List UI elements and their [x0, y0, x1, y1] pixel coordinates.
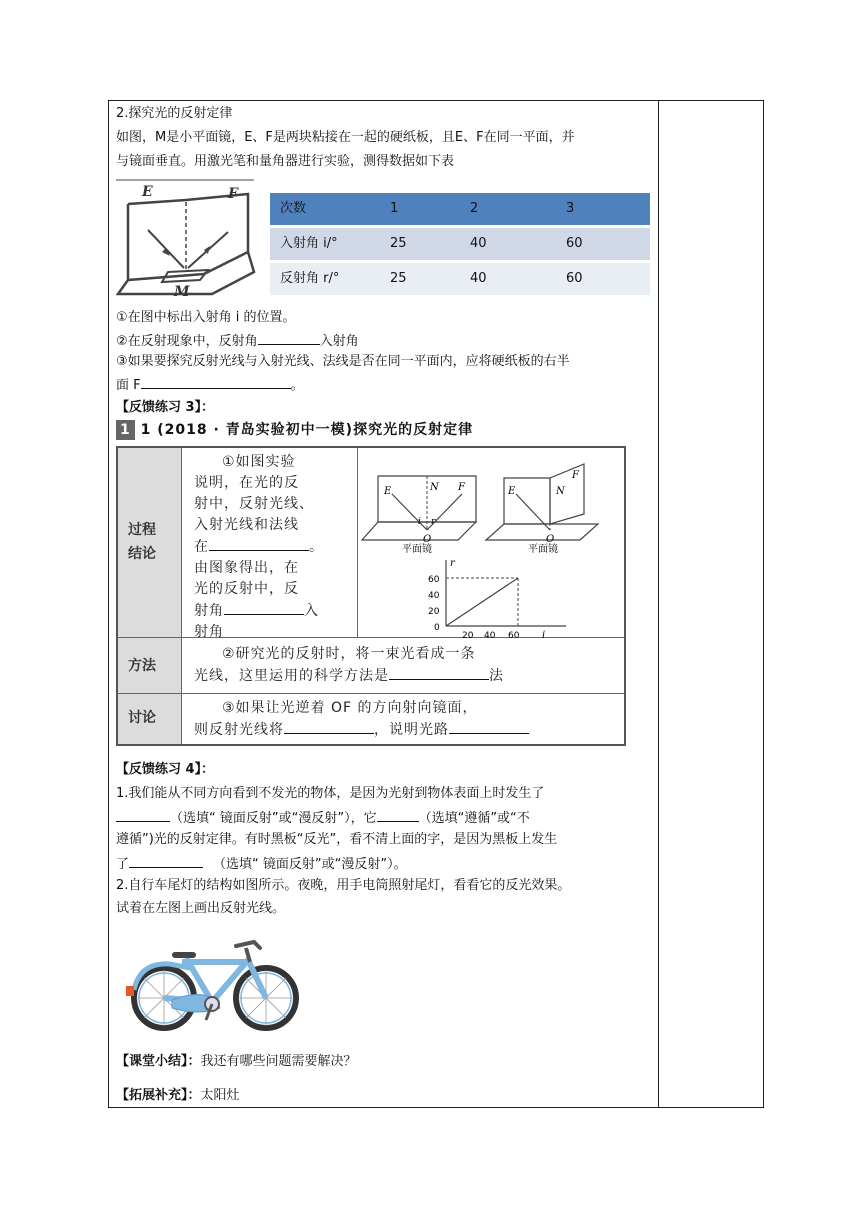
answer-blank[interactable] [224, 600, 304, 615]
answer-blank[interactable] [258, 330, 320, 345]
row2-text-line [194, 665, 624, 687]
feedback-4-p1-text: 了 [116, 857, 130, 872]
section2-intro-1: 如图，M是小平面镜，E、F是两块粘接在一起的硬纸板，且E、F在同一平面，并 [116, 130, 575, 145]
table-row [270, 193, 650, 225]
exercise-number-badge: 1 [116, 420, 135, 440]
table-row-label: 反射角 r/° [270, 263, 380, 295]
table-cell: 40 [460, 228, 556, 260]
feedback-3-heading: 【反馈练习 3】： [116, 400, 215, 415]
feedback-4-p1-line3: 遵循”)光的反射定律。有时黑板“反光”，看不清上面的字，是因为黑板上发生 [116, 832, 558, 847]
feedback-4-p2-line2: 试着在左图上画出反射光线。 [116, 901, 286, 916]
figure-label-m: M [174, 284, 190, 300]
graph-x-tick: 60 [508, 631, 520, 638]
exercise-table [116, 446, 626, 746]
diagram-label-o: O [423, 534, 432, 545]
table-cell: 25 [380, 228, 460, 260]
table-header-cell: 1 [380, 193, 460, 225]
row3-label: 讨论 [128, 710, 156, 726]
exercise-title-text: 1 (2018 · 青岛实验初中一模)探究光的反射定律 [140, 422, 474, 438]
row1-text-line: 入射光线和法线 [194, 517, 299, 533]
row3-text-fragment: ，说明光路 [374, 722, 449, 738]
figure-label-f: F [228, 186, 238, 202]
graph-y-tick: 60 [428, 575, 440, 585]
row3-text-line [194, 719, 624, 741]
row3-text-fragment: 则反射光线将 [194, 722, 284, 738]
row1-text-line: ①如图实验 [222, 454, 296, 470]
extension-label: 【拓展补充】： [116, 1088, 201, 1103]
row1-diagram-cell [358, 448, 624, 638]
reflection-diagram [358, 448, 624, 638]
diagram-label-f: F [572, 470, 579, 481]
extension-text: 太阳灶 [200, 1088, 240, 1103]
diagram-label-e: E [508, 486, 516, 497]
row2-text-cell [182, 638, 624, 694]
row1-label-cell [118, 448, 182, 638]
answer-blank[interactable] [116, 807, 170, 822]
answer-blank[interactable] [141, 374, 291, 389]
diagram-label-f: F [458, 482, 465, 493]
diagram-mirror-label: 平面镜 [528, 544, 558, 555]
table-cell: 40 [460, 263, 556, 295]
diagram-label-n: N [556, 486, 565, 497]
question-2-text-b: 入射角 [319, 334, 359, 349]
graph-x-axis-label: i [542, 630, 546, 638]
question-2 [116, 330, 359, 352]
question-3-line-2 [116, 374, 304, 396]
section2-intro-2: 与镜面垂直。用激光笔和量角器进行实验，测得数据如下表 [116, 154, 455, 169]
question-3-text-b: 面 F [116, 378, 141, 393]
graph-y-axis-label: r [450, 558, 455, 569]
table-row [270, 228, 650, 260]
column-divider [658, 101, 659, 1107]
diagram-label-e: E [384, 486, 392, 497]
feedback-4-heading: 【反馈练习 4】： [116, 762, 215, 777]
graph-y-tick: 0 [434, 623, 440, 633]
answer-blank[interactable] [209, 536, 309, 551]
feedback-4-p1-text: （选填“ 镜面反射”或“漫反射”）。 [213, 857, 407, 872]
graph-y-tick: 40 [428, 591, 440, 601]
row3-text-line: ③如果让光逆着 OF 的方向射向镜面， [222, 700, 478, 716]
row2-label: 方法 [128, 658, 156, 674]
bicycle-illustration [120, 926, 306, 1034]
row3-label-cell [118, 694, 182, 744]
diagram-label-o: O [546, 534, 555, 545]
question-1: ①在图中标出入射角 i 的位置。 [116, 310, 296, 325]
row1-text-line: 说明，在光的反 [194, 475, 299, 491]
row1-text-line [194, 536, 357, 558]
graph-x-tick: 40 [484, 631, 496, 638]
row1-text-line: 射角 [194, 624, 224, 640]
table-row-label: 入射角 i/° [270, 228, 380, 260]
table-cell: 25 [380, 263, 460, 295]
section2-title: 2.探究光的反射定律 [116, 106, 233, 121]
row1-text-line: 光的反射中，反 [194, 581, 299, 597]
table-header-cell: 2 [460, 193, 556, 225]
feedback-4-p2-line1: 2.自行车尾灯的结构如图所示。夜晚，用手电筒照射尾灯，看看它的反光效果。 [116, 878, 571, 893]
answer-blank[interactable] [377, 807, 419, 822]
summary-line [116, 1052, 357, 1072]
table-cell: 60 [556, 263, 650, 295]
feedback-4-p1-line4 [116, 853, 407, 875]
row2-text-fragment: 光线，这里运用的科学方法是 [194, 668, 389, 684]
answer-blank[interactable] [129, 853, 203, 868]
row1-text-fragment: 。 [309, 539, 324, 555]
row1-text-line: 射中，反射光线、 [194, 496, 314, 512]
row2-text-fragment: 法 [489, 668, 504, 684]
answer-blank[interactable] [284, 719, 374, 734]
table-header-cell: 次数 [270, 193, 380, 225]
graph-x-tick: 20 [462, 631, 474, 638]
answer-blank[interactable] [389, 665, 489, 680]
row1-label-a: 过程 [128, 522, 156, 538]
reflection-experiment-figure [116, 176, 256, 300]
graph-y-tick: 20 [428, 607, 440, 617]
exercise-title [116, 420, 628, 446]
feedback-4-p1-line2 [116, 807, 530, 829]
row1-text-fragment: 在 [194, 539, 209, 555]
row2-label-cell [118, 638, 182, 694]
figure-label-e: E [142, 184, 153, 200]
row1-label-b: 结论 [128, 546, 156, 562]
row1-text-cell [182, 448, 358, 638]
row1-text-fragment: 射角 [194, 603, 224, 619]
table-header-cell: 3 [556, 193, 650, 225]
diagram-label-r: r [431, 517, 436, 527]
row1-text-fragment: 入 [304, 603, 319, 619]
row1-text-line [194, 600, 357, 622]
question-3-line-1: ③如果要探究反射光线与入射光线、法线是否在同一平面内，应将硬纸板的右半 [116, 354, 570, 369]
summary-text: 我还有哪些问题需要解决？ [200, 1054, 357, 1069]
diagram-label-n: N [430, 482, 439, 493]
table-row [270, 263, 650, 295]
reflection-data-table [270, 190, 650, 298]
row3-text-cell [182, 694, 624, 744]
diagram-label-i: i [418, 517, 421, 527]
row1-text-line: 由图象得出，在 [194, 560, 299, 576]
extension-line [116, 1086, 240, 1106]
feedback-4-p1-line1: 1.我们能从不同方向看到不发光的物体，是因为光射到物体表面上时发生了 [116, 786, 545, 801]
question-2-text-a: ②在反射现象中，反射角 [116, 334, 258, 349]
answer-blank[interactable] [449, 719, 529, 734]
row2-text-line: ②研究光的反射时，将一束光看成一条 [222, 646, 476, 662]
question-3-text-c: 。 [290, 378, 304, 393]
feedback-3-exercise [116, 420, 628, 750]
summary-label: 【课堂小结】： [116, 1054, 201, 1069]
diagram-mirror-label: 平面镜 [402, 544, 432, 555]
table-cell: 60 [556, 228, 650, 260]
feedback-4-p1-text: （选填“ 镜面反射”或“漫反射”），它 [170, 811, 377, 826]
feedback-4-p1-text: （选填“遵循”或“不 [418, 811, 530, 826]
